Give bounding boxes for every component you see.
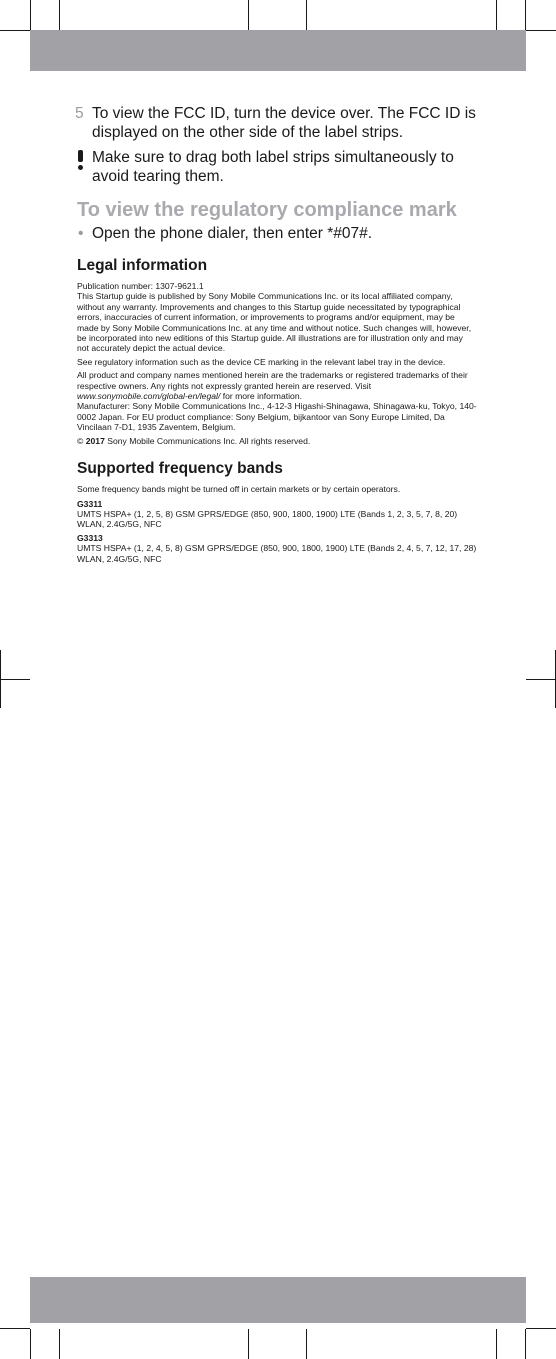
legal-paragraph: All product and company names mentioned herein are the trademarks or registered trademarks of their respective owners. Any rights not expressly granted herein are reserved. Visit www.sonymobile.com/global-en/legal/ for more information.: [77, 370, 468, 402]
crop-mark: [0, 30, 30, 31]
page-content: [77, 104, 477, 567]
warning-note: [77, 148, 477, 186]
frequency-heading: Supported frequency bands: [77, 460, 283, 478]
legal-section: [77, 281, 477, 446]
list-item: [77, 224, 477, 243]
model-bands: UMTS HSPA+ (1, 2, 5, 8) GSM GPRS/EDGE (850, 900, 1800, 1900) LTE (Bands 1, 2, 3, 5, 7, 8, 20) WLAN, 2.4G/5G, NFC: [77, 508, 458, 530]
step-text: To view the FCC ID, turn the device over. The FCC ID is displayed on the other side of the label strips.: [92, 105, 476, 141]
publication-number: Publication number: 1307-9621.1: [77, 281, 204, 291]
crop-mark: [59, 0, 60, 30]
legal-link[interactable]: www.sonymobile.com/global-en/legal/: [77, 391, 221, 402]
frequency-section: [77, 484, 477, 564]
crop-mark: [496, 1329, 497, 1359]
crop-mark: [248, 0, 249, 30]
step-number: 5: [75, 105, 84, 122]
crop-mark: [526, 679, 556, 680]
crop-mark: [59, 1329, 60, 1359]
list-item-text: Open the phone dialer, then enter *#07#.: [92, 225, 373, 242]
model-bands: UMTS HSPA+ (1, 2, 4, 5, 8) GSM GPRS/EDGE (850, 900, 1800, 1900) LTE (Bands 2, 4, 5, 7, 12, 17, 28) WLAN, 2.4G/5G, NFC: [77, 543, 477, 564]
crop-mark: [306, 1329, 307, 1359]
model-name: G3311: [77, 498, 103, 509]
legal-paragraph: See regulatory information such as the device CE marking in the relevant label tray in the device.: [77, 356, 446, 367]
frequency-intro: Some frequency bands might be turned off in certain markets or by certain operators.: [77, 484, 401, 495]
note-text: Make sure to drag both label strips simultaneously to avoid tearing them.: [92, 149, 454, 185]
crop-mark: [306, 0, 307, 30]
regulatory-heading: To view the regulatory compliance mark: [77, 199, 457, 221]
bullet-icon: •: [78, 225, 84, 242]
crop-mark: [30, 1329, 31, 1359]
crop-mark: [525, 0, 526, 30]
crop-mark: [0, 650, 1, 708]
model-name: G3313: [77, 532, 103, 543]
crop-mark: [526, 30, 556, 31]
crop-mark: [30, 0, 31, 30]
copyright: © 2017 Sony Mobile Communications Inc. All rights reserved.: [77, 435, 311, 446]
crop-mark: [0, 679, 30, 680]
step-5: [77, 104, 477, 142]
crop-mark: [0, 1328, 30, 1329]
crop-mark: [526, 1328, 556, 1329]
crop-mark: [496, 0, 497, 30]
manufacturer-info: Manufacturer: Sony Mobile Communications Inc., 4-12-3 Higashi-Shinagawa, Shinagawa-ku, Tokyo, 140-0002 Japan. For EU product compliance: Sony Belgium, bijkantoor van Sony Europe Limited, Da Vincilaan 7-D1, 1935 Zaventem, Belgium.: [77, 401, 477, 433]
exclamation-icon: [77, 150, 85, 172]
crop-mark: [525, 1329, 526, 1359]
header-bar: [30, 30, 526, 71]
footer-bar: [30, 1277, 526, 1323]
crop-mark: [248, 1329, 249, 1359]
legal-paragraph: This Startup guide is published by Sony Mobile Communications Inc. or its local affiliated company, without any warranty. Improvements and changes to this Startup guide necessitated by typographical errors, inaccuracies of current information, or improvements to programs and/or equipment, may be made by Sony Mobile Communications Inc. at any time and without notice. Such changes will, however, be incorporated into new editions of this Startup guide. All illustrations are for illustration only and may not accurately depict the actual device.: [77, 291, 472, 354]
legal-heading: Legal information: [77, 257, 208, 274]
